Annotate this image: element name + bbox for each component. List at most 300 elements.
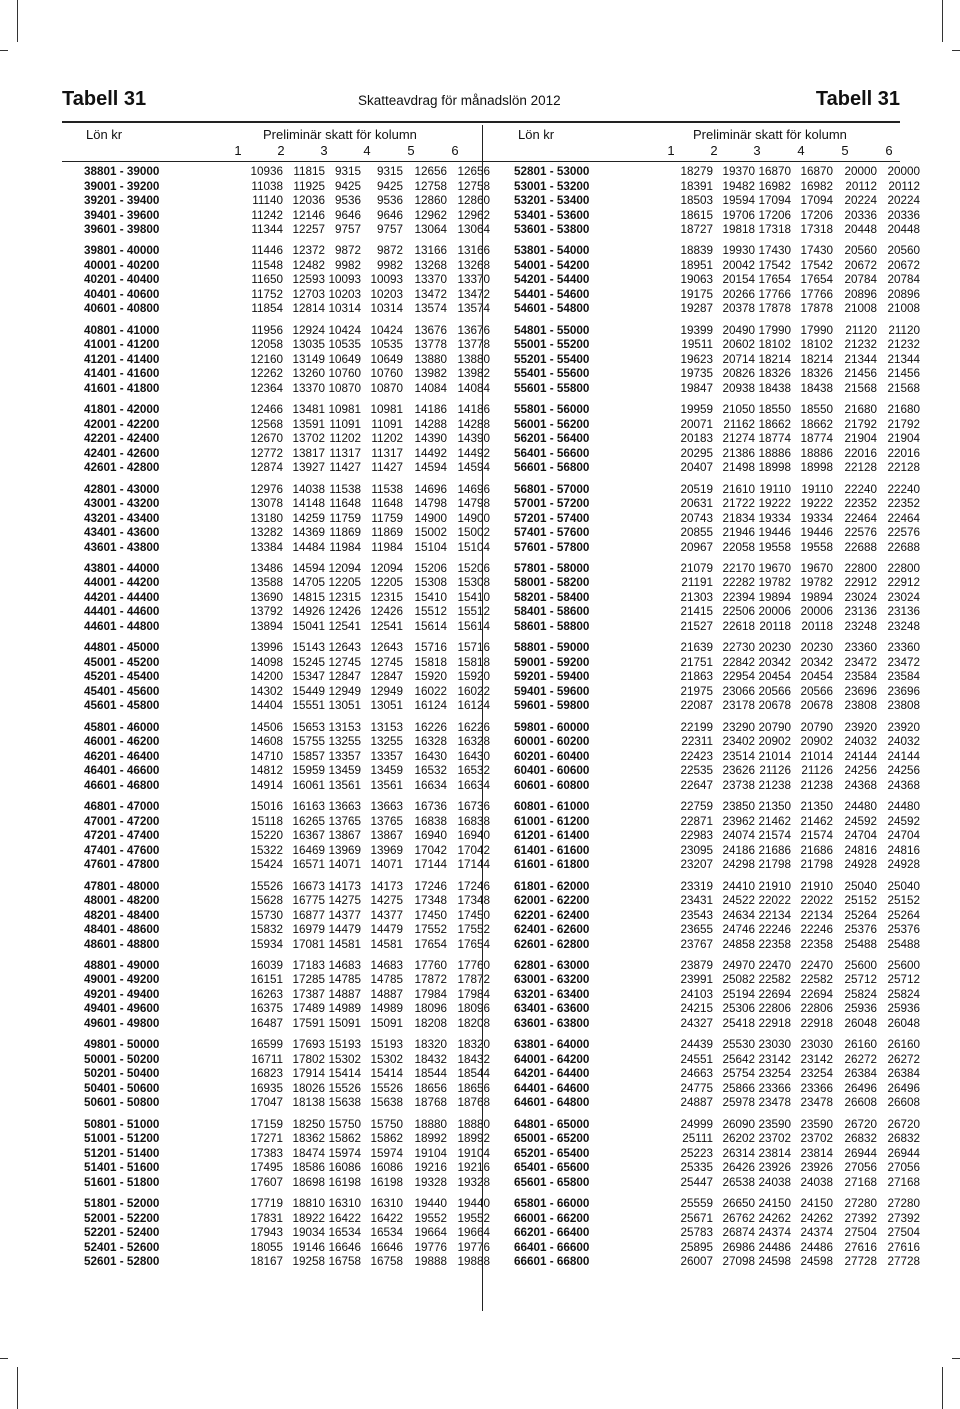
income-range: 45001 - 45200: [84, 655, 160, 669]
page-title: Skatteavdrag för månadslön 2012: [358, 93, 561, 108]
tax-value-col-5: 12656: [414, 165, 447, 178]
tax-value-col-1: 25559: [680, 1197, 713, 1211]
income-range: 43401 - 43600: [84, 526, 160, 540]
tax-value-col-4: 23926: [800, 1161, 833, 1175]
tax-value-col-6: 18208: [457, 1016, 490, 1030]
tax-value-col-5: 17144: [414, 858, 447, 872]
tax-value-col-5: 20784: [844, 273, 877, 287]
tax-value-col-2: 24746: [722, 923, 755, 937]
income-range: 60401 - 60600: [514, 764, 590, 778]
tax-value-col-2: 24634: [722, 908, 755, 922]
tax-value-col-6: 26384: [887, 1067, 920, 1081]
income-range: 60601 - 60800: [514, 778, 590, 792]
tax-value-col-1: 23991: [680, 973, 713, 987]
income-range: 58201 - 58400: [514, 590, 590, 604]
row-group: [84, 1038, 490, 1111]
tax-value-col-5: 24032: [844, 735, 877, 749]
tax-value-col-6: 19104: [457, 1146, 490, 1160]
tax-value-col-3: 12949: [328, 684, 361, 698]
tax-value-col-2: 21274: [722, 432, 755, 446]
row-group: [514, 561, 920, 635]
income-range: 63201 - 63400: [514, 987, 590, 1001]
tax-value-col-2: 25866: [722, 1081, 755, 1095]
tax-value-col-4: 23702: [800, 1132, 833, 1146]
tax-value-col-5: 24368: [844, 778, 877, 792]
table-row: [84, 497, 490, 512]
income-range: 42201 - 42400: [84, 432, 160, 446]
tax-value-col-6: 23360: [887, 641, 920, 655]
tax-value-col-4: 16982: [800, 179, 833, 193]
tax-value-col-5: 23472: [844, 655, 877, 669]
tax-value-col-4: 12949: [370, 684, 403, 698]
tax-value-col-3: 23030: [758, 1038, 791, 1052]
income-range: 41201 - 41400: [84, 352, 160, 366]
income-range: 63401 - 63600: [514, 1002, 590, 1016]
row-group: [514, 641, 920, 714]
income-range: 50601 - 50800: [84, 1096, 160, 1110]
income-range: 48201 - 48400: [84, 908, 160, 922]
tax-value-col-1: 18951: [680, 258, 713, 272]
income-range: 46001 - 46200: [84, 735, 160, 749]
income-range: 39601 - 39800: [84, 223, 160, 236]
tax-value-col-4: 20566: [800, 684, 833, 698]
table-row: [84, 655, 490, 671]
table-row: [84, 619, 490, 635]
tax-value-col-3: 12094: [328, 561, 361, 575]
tax-value-col-6: 23248: [887, 619, 920, 633]
income-range: 50001 - 50200: [84, 1052, 160, 1066]
tax-value-col-6: 18656: [457, 1081, 490, 1095]
tax-value-col-2: 18810: [292, 1197, 325, 1211]
tax-value-col-1: 24215: [680, 1002, 713, 1016]
tax-value-col-1: 14302: [250, 684, 283, 698]
table-row: [514, 403, 920, 418]
tax-value-col-3: 14275: [328, 894, 361, 908]
tax-value-col-1: 21751: [680, 655, 713, 669]
tax-value-col-4: 22470: [800, 958, 833, 972]
tax-value-col-3: 22918: [758, 1016, 791, 1030]
income-range: 44401 - 44600: [84, 605, 160, 619]
tax-value-col-2: 17693: [292, 1038, 325, 1052]
tax-value-col-5: 20672: [844, 258, 877, 272]
tax-value-col-3: 21910: [758, 879, 791, 893]
tax-value-col-3: 10203: [328, 287, 361, 301]
tax-value-col-2: 25978: [722, 1096, 755, 1110]
tax-value-col-2: 15857: [292, 749, 325, 763]
tax-value-col-4: 11091: [371, 417, 403, 431]
income-range: 64801 - 65000: [514, 1117, 590, 1131]
tax-value-col-3: 16534: [328, 1226, 361, 1240]
income-range: 56601 - 56800: [514, 461, 590, 475]
tax-value-col-3: 9315: [334, 165, 361, 178]
tax-value-col-3: 22022: [758, 894, 791, 908]
table-row: [84, 576, 490, 591]
income-range: 66401 - 66600: [514, 1240, 590, 1254]
table-row: [514, 165, 920, 180]
tax-value-col-3: 14479: [328, 923, 361, 937]
tax-value-col-6: 12962: [457, 208, 490, 222]
tax-value-col-6: 13676: [457, 323, 490, 337]
table-row: [514, 1146, 920, 1162]
tax-value-col-1: 15424: [250, 858, 283, 872]
tax-value-col-5: 16736: [414, 800, 447, 814]
tax-heading-left: Preliminär skatt för kolumn: [263, 127, 417, 142]
tax-value-col-4: 9536: [376, 194, 403, 207]
tax-value-col-2: 14484: [292, 540, 325, 554]
tax-value-col-6: 25040: [887, 879, 920, 893]
table-row: [84, 605, 490, 620]
tax-value-col-6: 27056: [887, 1161, 920, 1175]
tax-value-col-1: 18503: [680, 194, 713, 207]
tax-value-col-3: 20902: [758, 735, 791, 749]
tax-value-col-6: 17984: [457, 987, 490, 1001]
tax-value-col-1: 17719: [250, 1197, 283, 1211]
tax-value-col-5: 26720: [844, 1117, 877, 1131]
income-range: 42001 - 42200: [84, 417, 160, 431]
tax-value-col-4: 17654: [800, 273, 833, 287]
tax-value-col-4: 20342: [800, 655, 833, 669]
tax-value-col-5: 12758: [414, 179, 447, 193]
tax-value-col-4: 9646: [376, 208, 403, 222]
tax-value-col-1: 25783: [680, 1226, 713, 1240]
income-range: 53401 - 53600: [514, 208, 590, 222]
tax-value-col-3: 11427: [329, 461, 361, 475]
table-row: [514, 590, 920, 606]
income-range: 55201 - 55400: [514, 352, 590, 366]
tax-value-col-2: 22842: [722, 655, 755, 669]
tax-value-col-6: 21008: [887, 302, 920, 316]
tax-value-col-1: 17943: [250, 1226, 283, 1240]
tax-value-col-6: 15614: [457, 619, 490, 633]
tax-value-col-4: 13459: [370, 764, 403, 778]
income-range: 57201 - 57400: [514, 511, 590, 525]
tax-value-col-4: 20454: [800, 670, 833, 684]
tax-value-col-6: 25376: [887, 923, 920, 937]
tax-value-col-2: 19818: [722, 223, 755, 236]
income-range: 44601 - 44800: [84, 619, 160, 633]
tax-value-col-2: 26650: [722, 1197, 755, 1211]
table-row: [84, 800, 490, 815]
income-range: 44801 - 45000: [84, 641, 160, 655]
tax-value-col-5: 25712: [844, 973, 877, 987]
tax-value-col-4: 11202: [371, 432, 403, 446]
tax-value-col-1: 19511: [681, 338, 713, 352]
tax-value-col-3: 16758: [328, 1255, 361, 1269]
table-row: [514, 749, 920, 765]
tax-value-col-1: 12772: [250, 446, 283, 460]
tax-value-col-4: 16310: [370, 1197, 403, 1211]
tax-value-col-5: 19776: [414, 1240, 447, 1254]
tax-value-col-2: 20266: [722, 287, 755, 301]
row-group: [84, 403, 490, 476]
tax-value-col-5: 15002: [414, 526, 447, 540]
tax-value-col-3: 15750: [328, 1117, 361, 1131]
tax-value-col-2: 21386: [722, 446, 755, 460]
tax-value-col-4: 18886: [800, 446, 833, 460]
table-row: [84, 1161, 490, 1176]
tax-value-col-1: 19399: [680, 323, 713, 337]
tax-value-col-1: 15322: [250, 843, 283, 857]
tax-value-col-2: 17591: [292, 1016, 325, 1030]
income-range: 56801 - 57000: [514, 482, 590, 496]
tax-value-col-5: 20000: [844, 165, 877, 178]
tax-value-col-3: 24486: [758, 1240, 791, 1254]
tax-value-col-4: 10093: [370, 273, 403, 287]
tax-value-col-3: 12315: [328, 590, 361, 604]
tax-value-col-1: 22871: [680, 814, 713, 828]
table-row: [514, 1240, 920, 1256]
tax-value-col-5: 17984: [414, 987, 447, 1001]
tax-value-col-4: 10314: [370, 302, 403, 316]
tax-value-col-5: 25152: [844, 894, 877, 908]
tax-value-col-5: 22128: [844, 461, 877, 475]
income-range: 43801 - 44000: [84, 561, 160, 575]
tax-value-col-4: 19110: [801, 482, 833, 496]
tax-value-col-5: 25936: [844, 1002, 877, 1016]
tax-value-col-4: 16086: [370, 1161, 403, 1175]
tax-value-col-3: 16422: [328, 1211, 361, 1225]
tax-value-col-6: 22576: [887, 526, 920, 540]
income-range: 52201 - 52400: [84, 1226, 160, 1240]
tax-value-col-3: 13561: [328, 778, 361, 792]
tax-value-col-5: 23024: [844, 590, 877, 604]
tax-value-col-4: 13357: [370, 749, 403, 763]
income-range: 51201 - 51400: [84, 1146, 160, 1160]
income-range: 57001 - 57200: [514, 497, 590, 511]
tax-value-col-1: 21639: [680, 641, 713, 655]
tax-value-col-6: 24480: [887, 800, 920, 814]
income-range: 61001 - 61200: [514, 814, 590, 828]
income-range: 42601 - 42800: [84, 461, 160, 475]
income-range: 53201 - 53400: [514, 194, 590, 207]
income-range: 40801 - 41000: [84, 323, 160, 337]
tax-value-col-2: 21162: [723, 417, 755, 431]
tax-value-col-5: 15308: [414, 576, 447, 590]
tax-value-col-5: 27168: [844, 1175, 877, 1189]
tax-value-col-4: 20118: [801, 619, 833, 633]
table-row: [514, 1096, 920, 1111]
tax-value-col-3: 16982: [758, 179, 791, 193]
tax-value-col-3: 9425: [334, 179, 361, 193]
tax-value-col-3: 12847: [328, 670, 361, 684]
tax-value-col-3: 21014: [758, 749, 791, 763]
tax-value-col-6: 25712: [887, 973, 920, 987]
tax-value-col-5: 14492: [414, 446, 447, 460]
row-group: [84, 958, 490, 1032]
tax-value-col-3: 20118: [759, 619, 791, 633]
table-row: [84, 287, 490, 303]
tax-value-col-2: 22058: [722, 540, 755, 554]
tax-value-col-1: 26007: [680, 1255, 713, 1269]
table-row: [84, 641, 490, 656]
tax-value-col-6: 20448: [887, 223, 920, 236]
tax-value-col-5: 22800: [844, 561, 877, 575]
tax-value-col-2: 24186: [722, 843, 755, 857]
tax-value-col-3: 21462: [758, 814, 791, 828]
tax-value-col-3: 10870: [328, 381, 361, 395]
tax-value-col-2: 26090: [722, 1117, 755, 1131]
tax-value-col-1: 21303: [680, 590, 713, 604]
table-row: [84, 829, 490, 844]
tax-value-col-6: 19888: [457, 1255, 490, 1269]
tax-value-col-3: 17878: [758, 302, 791, 316]
tax-value-col-4: 22134: [800, 908, 833, 922]
income-range: 52401 - 52600: [84, 1240, 160, 1254]
tax-value-col-4: 9982: [376, 258, 403, 272]
tax-value-col-1: 24775: [680, 1081, 713, 1095]
income-range: 40401 - 40600: [84, 287, 160, 301]
tax-value-col-6: 17872: [457, 973, 490, 987]
tax-value-col-1: 16487: [250, 1016, 283, 1030]
tax-value-col-1: 14506: [250, 720, 283, 734]
tax-value-col-4: 10424: [370, 323, 403, 337]
tax-value-col-5: 23584: [844, 670, 877, 684]
table-row: [84, 561, 490, 577]
tax-value-col-6: 27616: [887, 1240, 920, 1254]
tax-value-col-1: 13486: [250, 561, 283, 575]
tax-value-col-4: 23030: [800, 1038, 833, 1052]
row-group: [514, 800, 920, 873]
tax-value-col-3: 19894: [758, 590, 791, 604]
tax-value-col-1: 21415: [680, 605, 713, 619]
tax-value-col-6: 22912: [887, 576, 920, 590]
income-range: 51601 - 51800: [84, 1175, 160, 1189]
table-row: [514, 1016, 920, 1032]
tax-value-col-3: 12643: [328, 641, 361, 655]
table-row: [84, 670, 490, 685]
tax-value-col-1: 24551: [680, 1052, 713, 1066]
table-row: [514, 258, 920, 274]
tax-value-col-3: 24262: [758, 1211, 791, 1225]
tax-value-col-4: 10870: [370, 381, 403, 395]
tax-value-col-3: 18774: [758, 432, 791, 446]
tax-value-col-6: 17042: [457, 843, 490, 857]
tax-value-col-2: 16061: [292, 778, 325, 792]
tax-value-col-1: 18055: [250, 1240, 283, 1254]
tax-value-col-6: 24928: [887, 858, 920, 872]
crop-mark: [942, 0, 943, 42]
table-row: [514, 908, 920, 924]
income-range: 54201 - 54400: [514, 273, 590, 287]
tax-value-col-2: 22170: [722, 561, 755, 575]
table-row: [84, 1002, 490, 1017]
income-range: 66201 - 66400: [514, 1226, 590, 1240]
tax-value-col-1: 12670: [250, 432, 283, 446]
income-range: 41601 - 41800: [84, 381, 160, 395]
tax-value-col-1: 13996: [250, 641, 283, 655]
tax-value-col-4: 11648: [371, 497, 403, 511]
tax-value-col-5: 16124: [414, 699, 447, 713]
tax-value-col-4: 13255: [370, 735, 403, 749]
tax-value-col-5: 18432: [414, 1052, 447, 1066]
tax-value-col-6: 26272: [887, 1052, 920, 1066]
tax-value-col-2: 17489: [292, 1002, 325, 1016]
tax-value-col-2: 12036: [292, 194, 325, 207]
tax-value-col-6: 26720: [887, 1117, 920, 1131]
table-row: [514, 302, 920, 317]
table-row: [514, 1117, 920, 1133]
income-range: 41801 - 42000: [84, 403, 160, 417]
tax-value-col-6: 15308: [457, 576, 490, 590]
tax-value-col-2: 12146: [292, 208, 325, 222]
tax-value-col-3: 19446: [758, 526, 791, 540]
tax-value-col-5: 16430: [414, 749, 447, 763]
tax-value-col-4: 14173: [370, 879, 403, 893]
tax-value-col-4: 16646: [370, 1240, 403, 1254]
tax-value-col-4: 12541: [370, 619, 403, 633]
tax-value-col-5: 17246: [414, 879, 447, 893]
row-group: [84, 561, 490, 635]
table-row: [84, 1175, 490, 1191]
tax-value-col-6: 16838: [457, 814, 490, 828]
tax-value-col-1: 19735: [680, 367, 713, 381]
tax-value-col-3: 13969: [328, 843, 361, 857]
table-row: [514, 273, 920, 288]
tax-value-col-6: 22128: [887, 461, 920, 475]
tax-value-col-1: 16935: [250, 1081, 283, 1095]
tax-value-col-4: 10760: [370, 367, 403, 381]
tax-value-col-3: 20230: [758, 641, 791, 655]
tax-value-col-6: 13370: [457, 273, 490, 287]
tax-value-col-2: 12703: [292, 287, 325, 301]
tax-value-col-4: 12847: [370, 670, 403, 684]
table-row: [84, 590, 490, 606]
tax-value-col-1: 23431: [680, 894, 713, 908]
tax-value-col-3: 19670: [758, 561, 791, 575]
tax-value-col-6: 14696: [457, 482, 490, 496]
table-row: [84, 987, 490, 1003]
table-row: [84, 684, 490, 700]
table-row: [84, 720, 490, 736]
tax-value-col-1: 19623: [680, 352, 713, 366]
income-range: 42401 - 42600: [84, 446, 160, 460]
tax-value-col-2: 23178: [722, 699, 755, 713]
tax-value-col-5: 12860: [414, 194, 447, 207]
table-row: [514, 958, 920, 974]
table-row: [514, 764, 920, 779]
tax-value-col-6: 16532: [457, 764, 490, 778]
tax-value-col-1: 18279: [680, 165, 713, 178]
tax-value-col-1: 12262: [250, 367, 283, 381]
tax-value-col-5: 24144: [844, 749, 877, 763]
table-row: [84, 778, 490, 794]
income-heading-right: Lön kr: [518, 127, 555, 142]
tax-value-col-5: 13166: [414, 244, 447, 258]
tax-value-col-4: 21014: [800, 749, 833, 763]
tax-value-col-6: 21568: [887, 381, 920, 395]
tax-value-col-6: 12860: [457, 194, 490, 207]
income-range: 62801 - 63000: [514, 958, 590, 972]
tax-value-col-6: 20336: [887, 208, 920, 222]
income-range: 43201 - 43400: [84, 511, 160, 525]
tax-value-col-3: 17430: [758, 244, 791, 258]
tax-value-col-4: 12643: [370, 641, 403, 655]
tax-value-col-4: 9315: [376, 165, 403, 178]
income-range: 54801 - 55000: [514, 323, 590, 337]
tax-value-col-4: 22694: [800, 987, 833, 1001]
column-number: 2: [710, 143, 718, 158]
tax-value-col-4: 21462: [800, 814, 833, 828]
table-row: [514, 367, 920, 382]
tax-value-col-1: 23879: [680, 958, 713, 972]
tax-value-col-1: 23767: [680, 937, 713, 951]
tax-value-col-5: 13064: [414, 223, 447, 236]
tax-value-col-3: 14785: [328, 973, 361, 987]
tax-value-col-2: 23066: [722, 684, 755, 698]
income-range: 45201 - 45400: [84, 670, 160, 684]
tax-value-col-1: 11854: [251, 302, 283, 316]
tax-value-col-3: 19110: [759, 482, 791, 496]
